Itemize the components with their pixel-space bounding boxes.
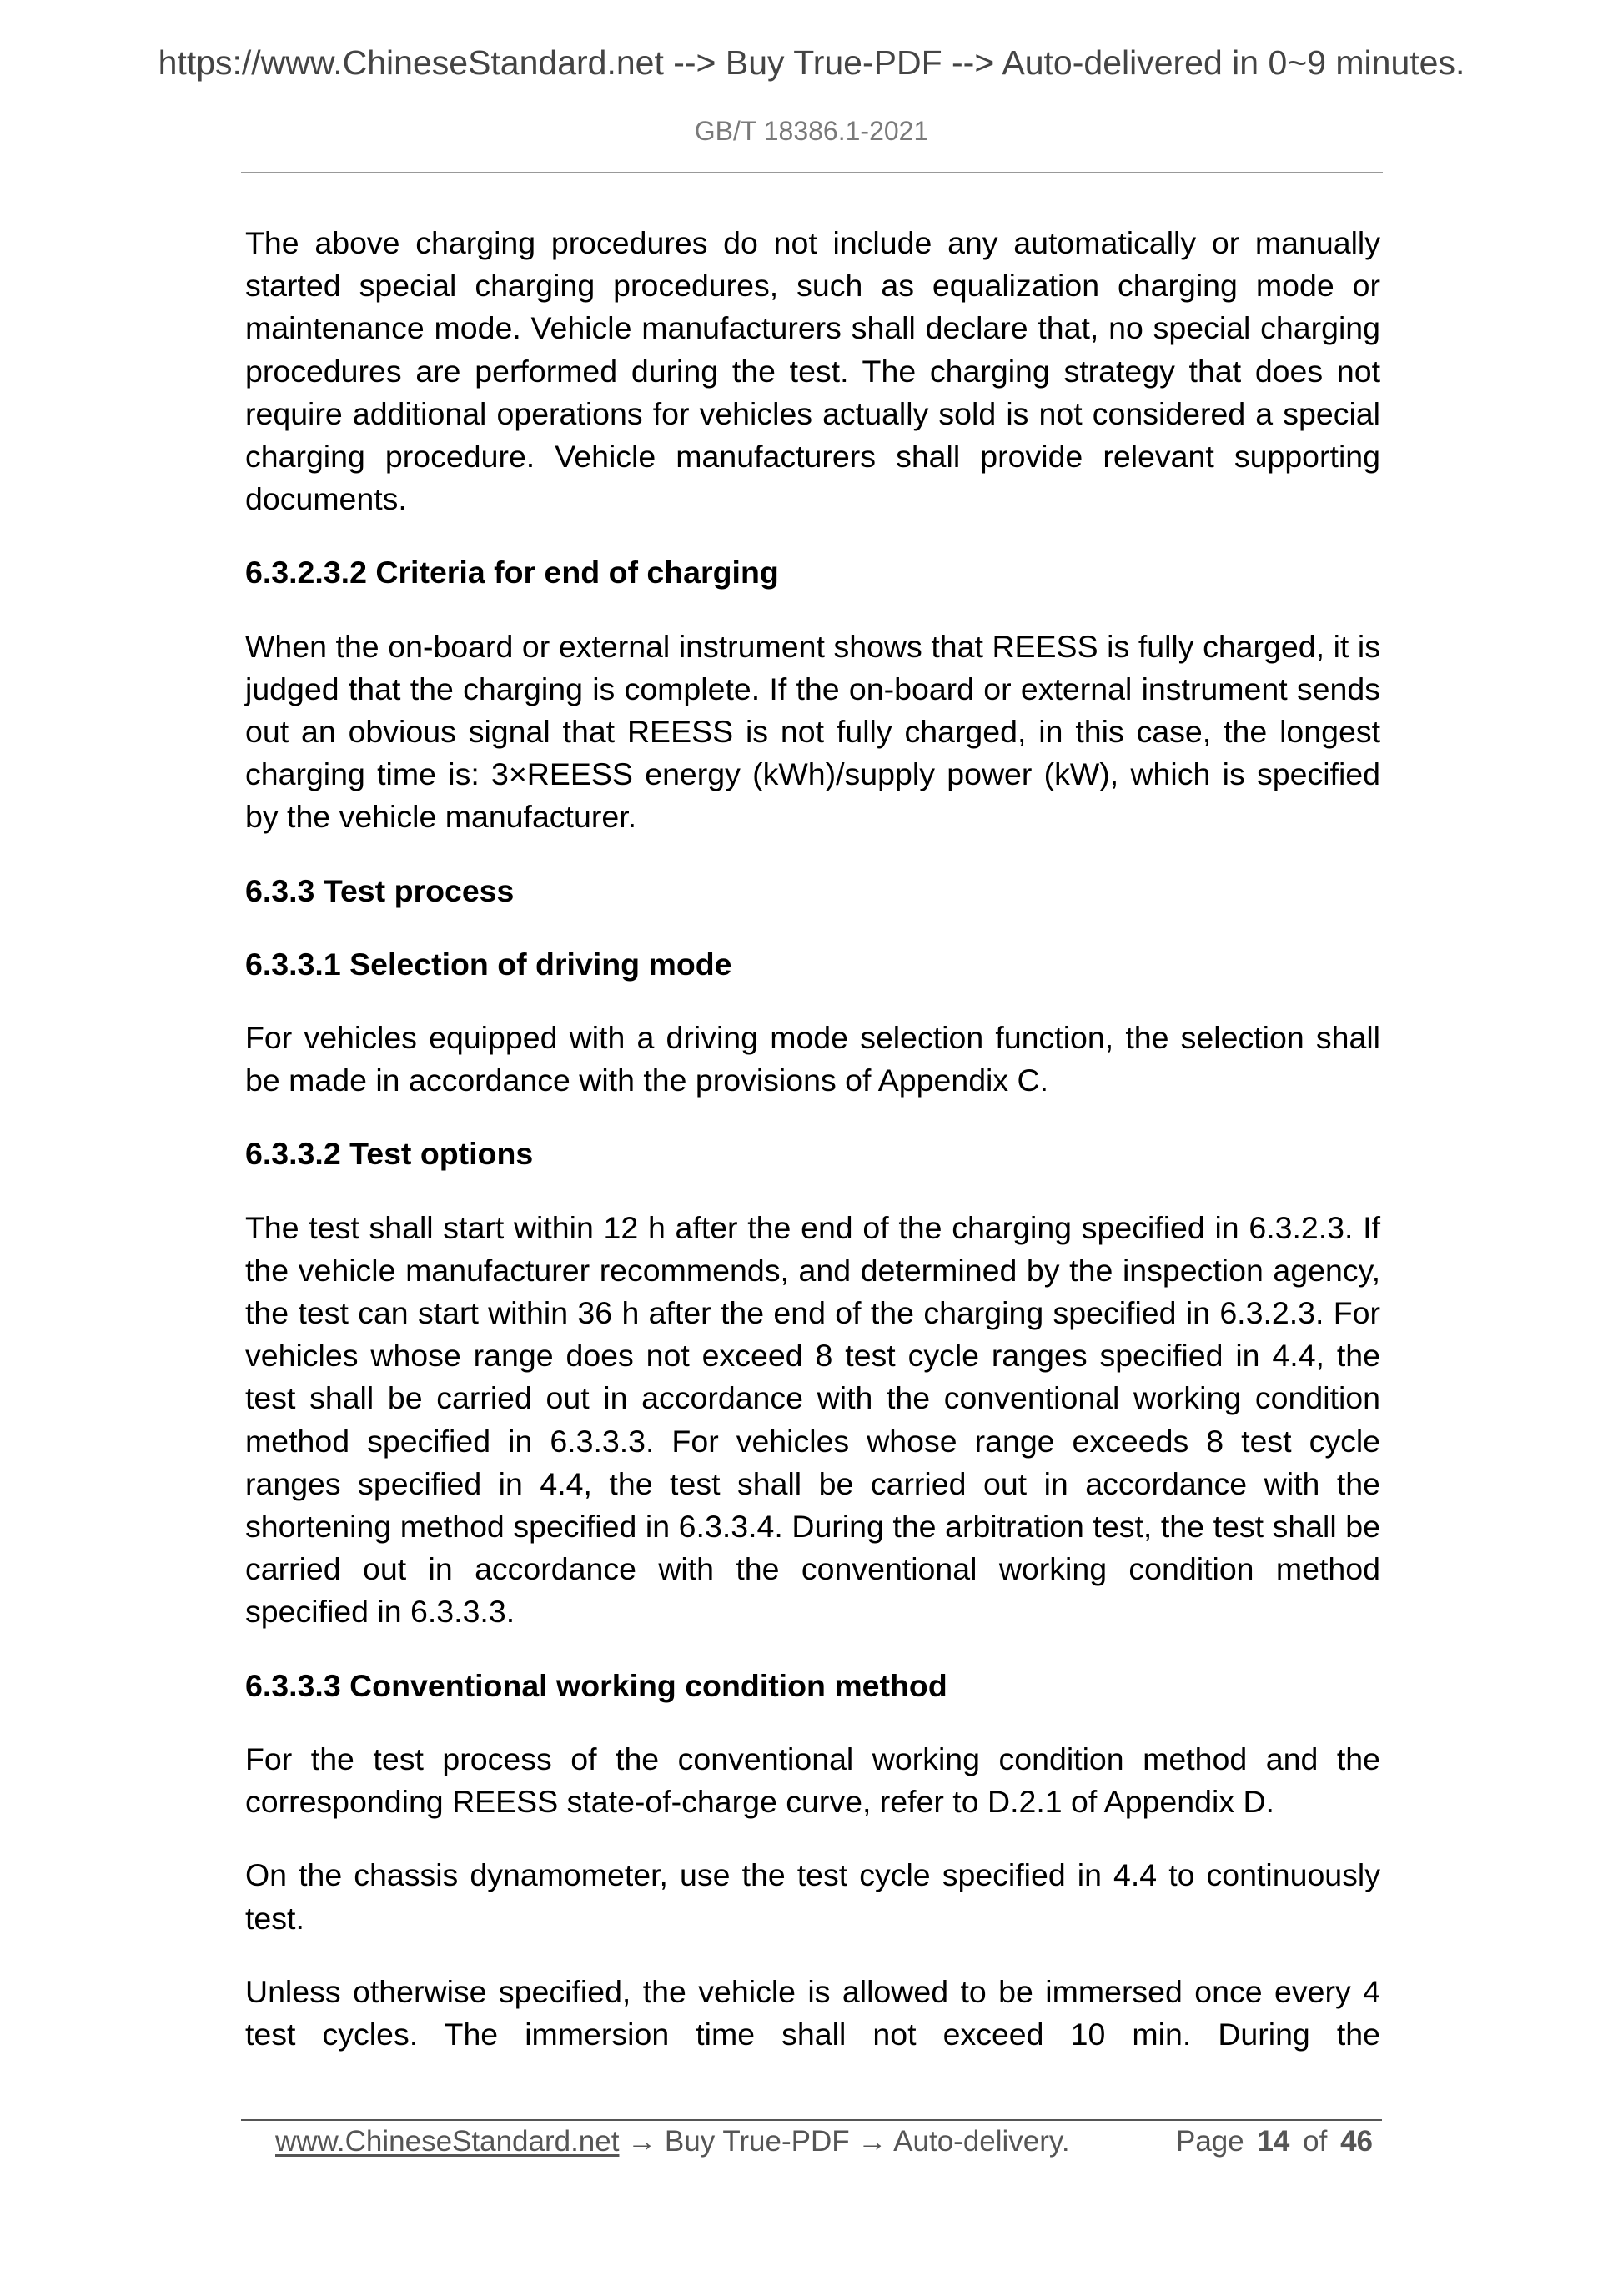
section-heading-6-3-3-1: 6.3.3.1 Selection of driving mode	[245, 946, 732, 982]
paragraph-conventional-2: On the chassis dynamometer, use the test cycle specified in 4.4 to continuously test.	[245, 1857, 1380, 1936]
header-divider	[241, 172, 1383, 173]
section-heading-6-3-3-3: 6.3.3.3 Conventional working condition method	[245, 1667, 947, 1703]
page-current: 14	[1257, 2125, 1290, 2158]
page-of-label: of	[1303, 2125, 1328, 2158]
paragraph-conventional-1: For the test process of the conventional working condition method and the corresponding REESS state-of-charge curve, refer to D.2.1 of Appendix D.	[245, 1741, 1380, 1820]
footer-site-link[interactable]: www.ChineseStandard.net	[275, 2125, 620, 2158]
footer-divider	[241, 2119, 1382, 2121]
section-heading-6-3-3: 6.3.3 Test process	[245, 872, 515, 908]
paragraph-charging-procedures: The above charging procedures do not include any automatically or manually started special charging procedures, such as equalization charging mode or maintenance mode. Vehicle manufacturers shall declare that, no special charging procedures are performed during the test. The charging strategy that does not require additional operations for vehicles actually sold is not considered a special charging procedure. Vehicle manufacturers shall provide relevant supporting documents.	[245, 225, 1380, 517]
page-label: Page	[1175, 2125, 1244, 2158]
section-heading-6-3-2-3-2: 6.3.2.3.2 Criteria for end of charging	[245, 555, 779, 590]
page-indicator	[1176, 2125, 1373, 2158]
paragraph-end-of-charging: When the on-board or external instrument shows that REESS is fully charged, it is judged that the charging is complete. If the on-board or external instrument sends out an obvious signal that REESS is not fully charged, in this case, the longest charging time is: 3×REESS energy (kWh)/supply power (kW), which is specified by the vehicle manufacturer.	[245, 628, 1380, 835]
footer-promo-text: → Buy True-PDF → Auto-delivery.	[619, 2125, 1070, 2158]
paragraph-conventional-3: Unless otherwise specified, the vehicle is allowed to be immersed once every 4 test cycles. The immersion time shall not exceed 10 min. During the	[245, 1973, 1380, 2052]
document-code: GB/T 18386.1-2021	[694, 116, 929, 146]
page-content	[245, 222, 1380, 2087]
page-total: 46	[1340, 2125, 1373, 2158]
paragraph-driving-mode: For vehicles equipped with a driving mode selection function, the selection shall be made in accordance with the provisions of Appendix C.	[245, 1020, 1380, 1098]
footer-promo	[275, 2125, 1070, 2158]
paragraph-test-options: The test shall start within 12 h after the end of the charging specified in 6.3.2.3. If the vehicle manufacturer recommends, and determined by the inspection agency, the test can start within 36 h after the end of the charging specified in 6.3.2.3. For vehicles whose range does not exceed 8 test cycle ranges specified in 4.4, the test shall be carried out in accordance with the conventional working condition method specified in 6.3.3.3. For vehicles whose range exceeds 8 test cycle ranges specified in 4.4, the test shall be carried out in accordance with the shortening method specified in 6.3.3.4. During the arbitration test, the test shall be carried out in accordance with the conventional working condition method specified in 6.3.3.3.	[245, 1209, 1380, 1630]
site-banner: https://www.ChineseStandard.net --> Buy True-PDF --> Auto-delivered in 0~9 minutes.	[158, 43, 1465, 82]
section-heading-6-3-3-2: 6.3.3.2 Test options	[245, 1136, 534, 1172]
